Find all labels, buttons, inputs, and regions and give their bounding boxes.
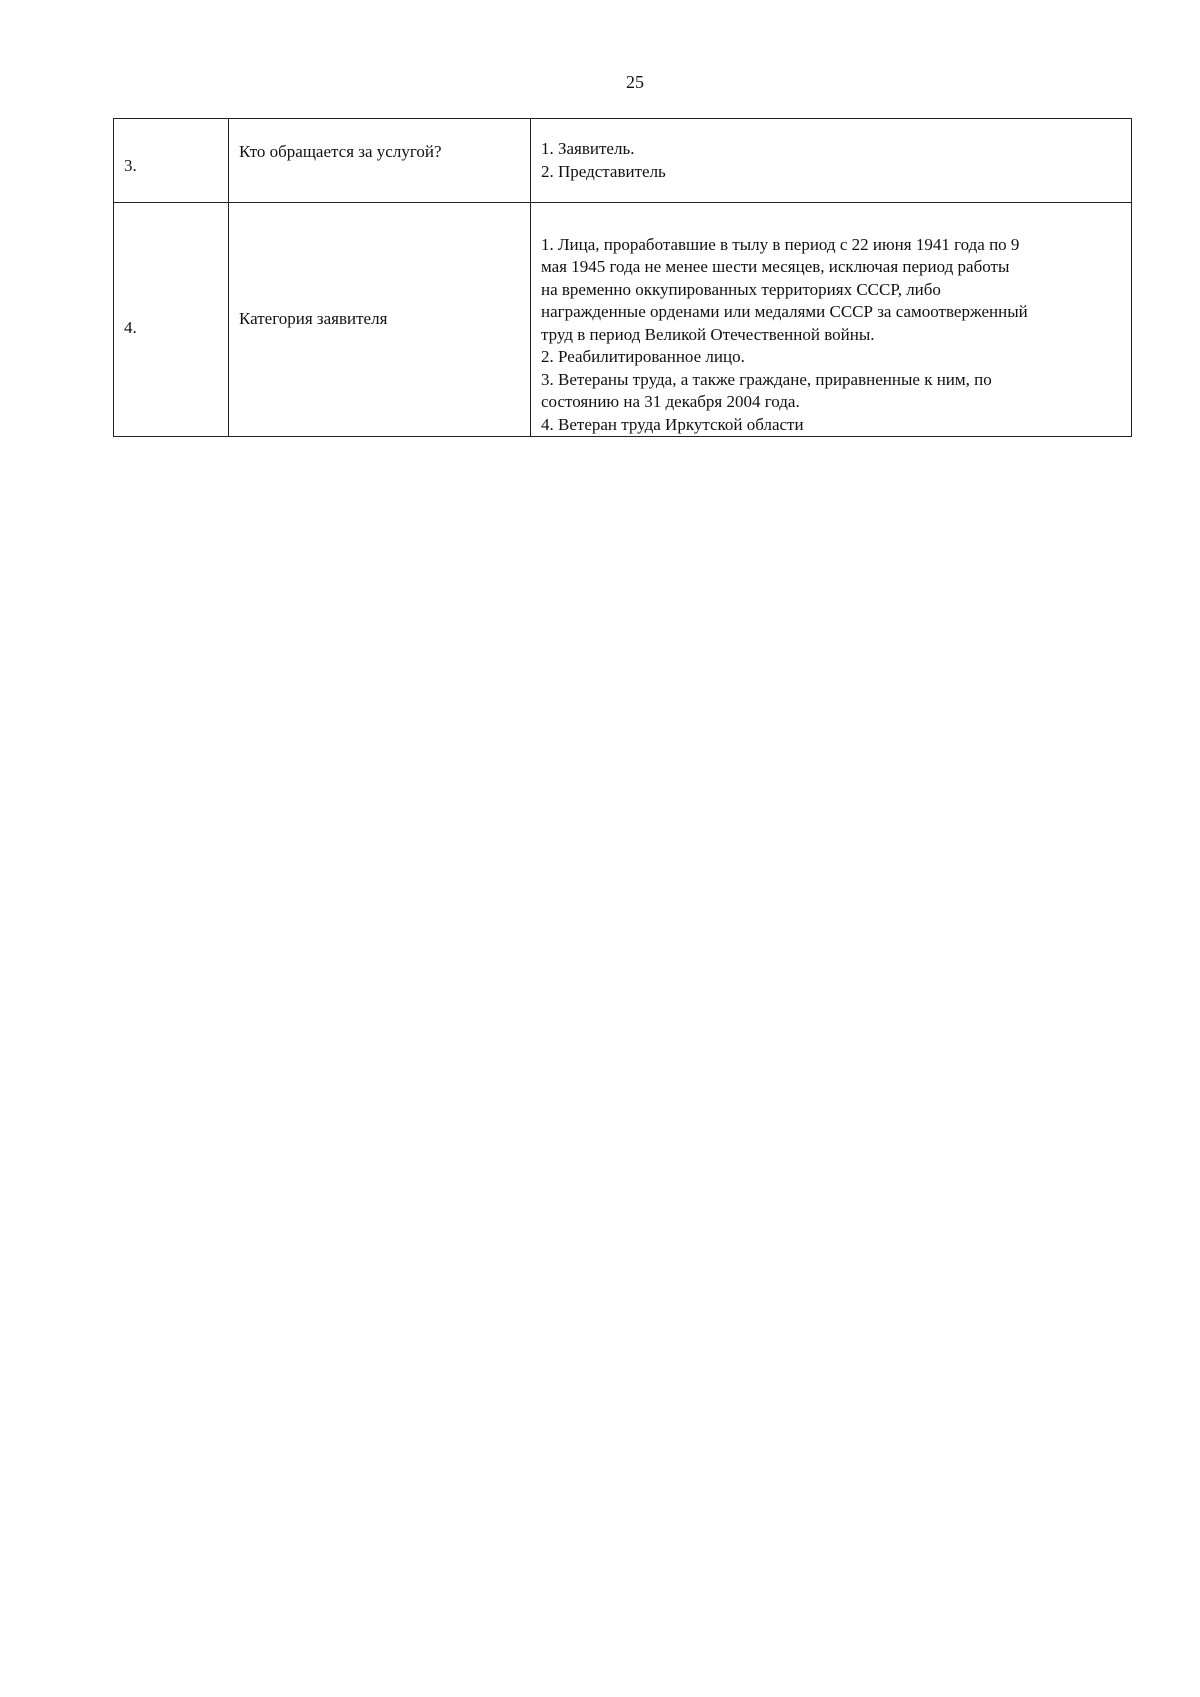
row-label: Кто обращается за услугой? xyxy=(229,119,531,203)
content-line: 1. Заявитель. xyxy=(541,139,635,158)
content-line: состоянию на 31 декабря 2004 года. xyxy=(541,392,800,411)
content-line: на временно оккупированных территориях СССР, либо xyxy=(541,279,941,299)
row-label: Категория заявителя xyxy=(229,203,531,437)
row-number: 3. xyxy=(114,119,229,203)
content-line: 1. Лица, проработавшие в тылу в период с 22 июня 1941 года по 9 xyxy=(541,234,1020,254)
table-row xyxy=(114,203,1132,437)
row-content xyxy=(531,203,1132,437)
page-number: 25 xyxy=(626,72,644,92)
content-line: труд в период Великой Отечественной войны. xyxy=(541,324,875,344)
row-content xyxy=(531,119,1132,203)
content-line: награжденные орденами или медалями СССР за самоотверженный xyxy=(541,302,1028,321)
row-number: 4. xyxy=(114,203,229,437)
table-row xyxy=(114,119,1132,203)
content-line: мая 1945 года не менее шести месяцев, исключая период работы xyxy=(541,257,1010,276)
content-line: 2. Реабилитированное лицо. xyxy=(541,347,745,366)
content-line: 2. Представитель xyxy=(541,161,666,181)
content-line: 3. Ветераны труда, а также граждане, приравненные к ним, по xyxy=(541,369,992,389)
service-info-table xyxy=(113,118,1132,437)
content-line: 4. Ветеран труда Иркутской области xyxy=(541,414,804,434)
